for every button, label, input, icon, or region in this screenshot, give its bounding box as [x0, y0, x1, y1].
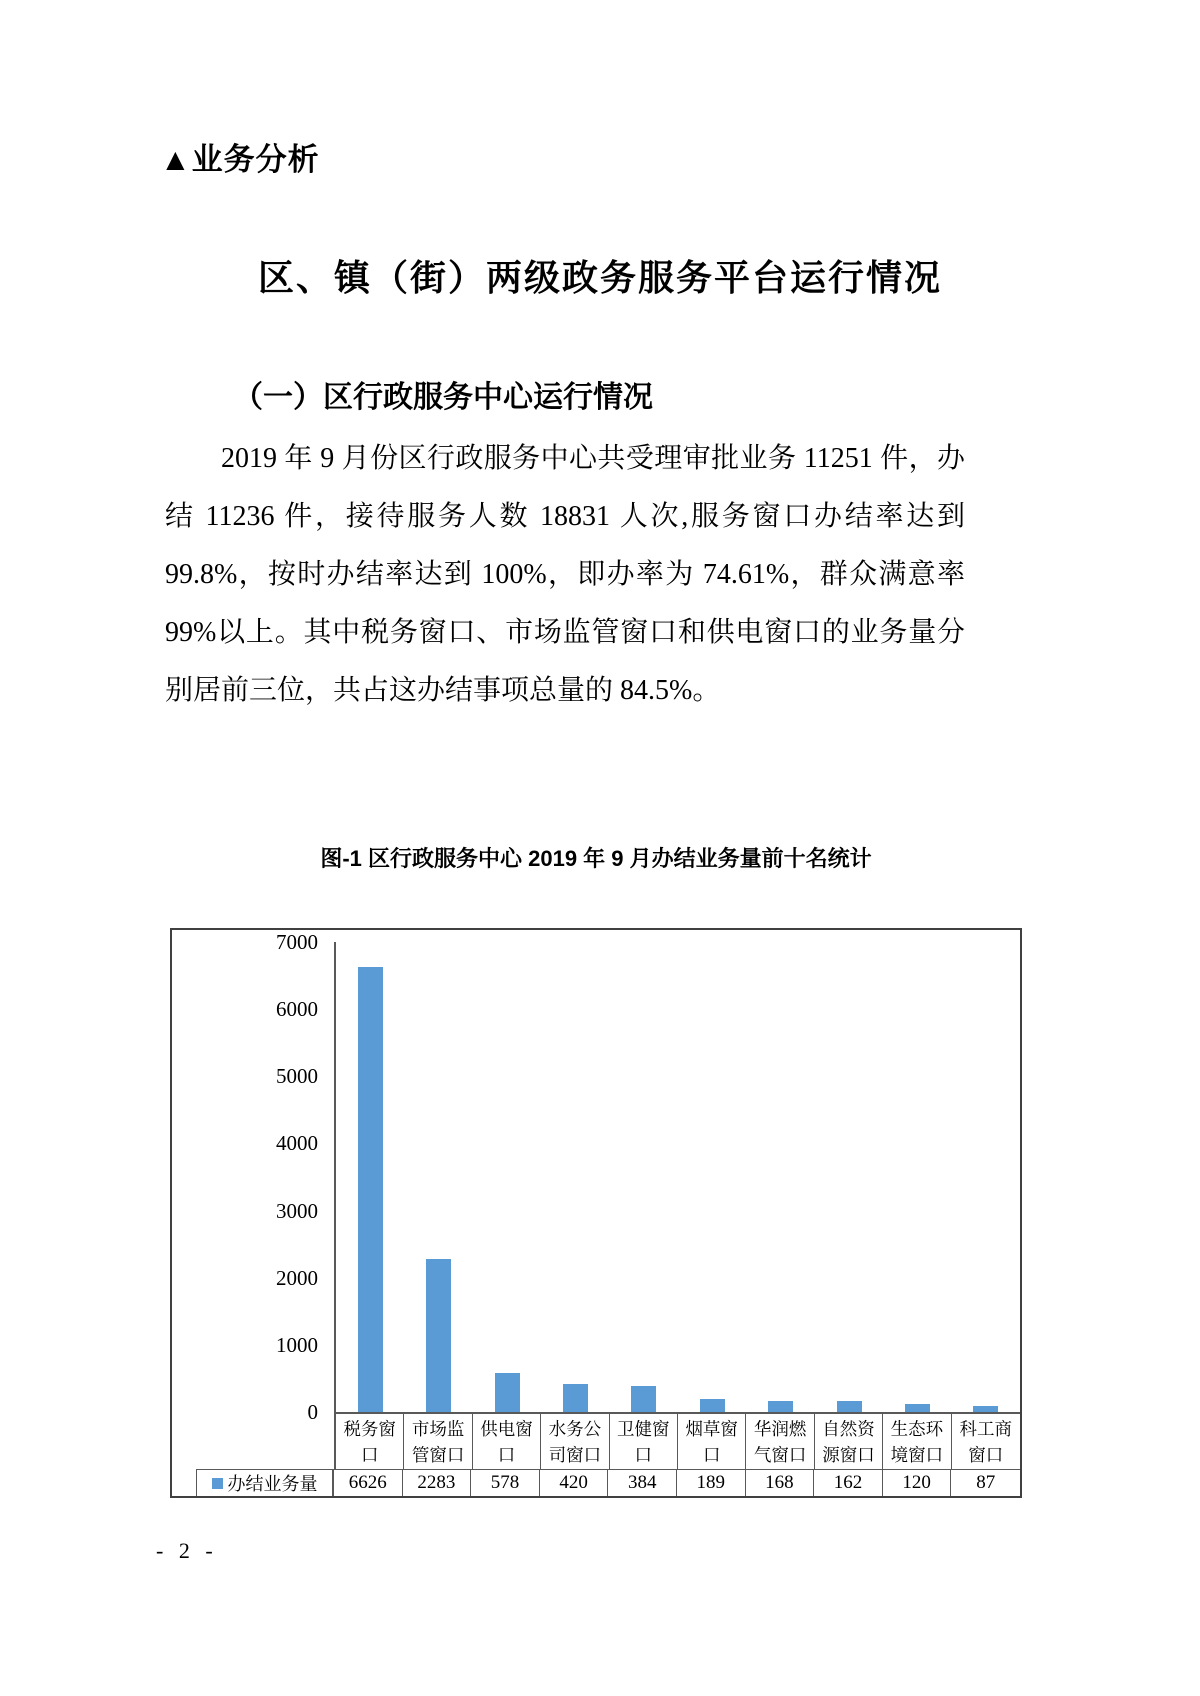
bar-column: [404, 942, 472, 1412]
bar-column: [883, 942, 951, 1412]
category-cell: 市场监管窗口: [404, 1414, 472, 1469]
category-cell: 科工商窗口: [959, 1419, 1013, 1465]
doc-title: 区、镇（街）两级政务服务平台运行情况: [257, 258, 942, 298]
bar: [563, 1384, 588, 1412]
value-cell: 384: [608, 1470, 677, 1496]
value-cell: 6626: [334, 1470, 403, 1496]
figure-caption: 图-1 区行政服务中心 2019 年 9 月办结业务量前十名统计: [320, 846, 872, 871]
value-cell: 168: [746, 1470, 815, 1496]
category-cell: 生态环境窗口: [883, 1414, 951, 1469]
category-cell: 供电窗口: [473, 1414, 541, 1469]
bar-chart: [170, 928, 1022, 1498]
category-cell: 烟草窗口: [678, 1414, 746, 1469]
category-cell: 卫健窗口: [610, 1414, 678, 1469]
value-cell: 2283: [403, 1470, 472, 1496]
bar: [768, 1401, 793, 1412]
bar-column: [473, 942, 541, 1412]
bar: [495, 1373, 520, 1412]
bar: [905, 1404, 930, 1412]
bar-column: [610, 942, 678, 1412]
bar-column: [746, 942, 814, 1412]
value-cell: 87: [976, 1472, 996, 1493]
doc-section-marker: ▲业务分析: [160, 142, 320, 177]
category-cell: 税务窗口: [336, 1414, 404, 1469]
section-heading: （一）区行政服务中心运行情况: [233, 381, 653, 414]
y-tick-label: 0: [307, 1400, 318, 1424]
value-cell: 578: [471, 1470, 540, 1496]
value-cell: 420: [540, 1470, 609, 1496]
category-cell: 自然资源窗口: [815, 1414, 883, 1469]
bar: [426, 1259, 451, 1412]
page-number: - 2 -: [156, 1538, 218, 1563]
bar: [631, 1386, 656, 1412]
legend-cell: [196, 1470, 334, 1496]
category-cell: 华润燃气窗口: [746, 1414, 814, 1469]
bar: [700, 1399, 725, 1412]
bar-column: [952, 942, 1020, 1412]
body-paragraph: 2019 年 9 月份区行政服务中心共受理审批业务 11251 件，办结 11236 件，接待服务人数 18831 人次,服务窗口办结率达到 99.8%，按时办结率达到 100%，即办率为 74.61%，群众满意率 99%以上。其中税务窗口、市场监管窗口和供电窗口的业务量分别居前三位，共占这办结事项总量的 84.5%。: [165, 443, 965, 706]
value-cell: 162: [814, 1470, 883, 1496]
legend-color-swatch: [212, 1478, 223, 1489]
y-tick-label: 5000: [276, 1064, 318, 1089]
legend-label: 办结业务量: [227, 1474, 318, 1494]
y-tick-label: 2000: [276, 1265, 318, 1290]
bar-column: [815, 942, 883, 1412]
y-tick-label: 7000: [276, 930, 318, 954]
bar-column: [678, 942, 746, 1412]
y-tick-label: 4000: [276, 1131, 318, 1156]
bar: [837, 1401, 862, 1412]
x-axis-category-row: [334, 1412, 1020, 1469]
bar-column: [336, 942, 404, 1412]
value-cell: 120: [883, 1470, 952, 1496]
y-tick-label: 3000: [276, 1198, 318, 1223]
chart-plot-area: [334, 942, 1020, 1412]
category-cell: 水务公司窗口: [541, 1414, 609, 1469]
y-axis-tick-labels: [172, 930, 318, 1496]
y-tick-label: 1000: [276, 1332, 318, 1357]
bar-column: [541, 942, 609, 1412]
data-table-row: [196, 1469, 1020, 1496]
bar: [358, 967, 383, 1412]
value-cell: 189: [677, 1470, 746, 1496]
y-tick-label: 6000: [276, 997, 318, 1022]
